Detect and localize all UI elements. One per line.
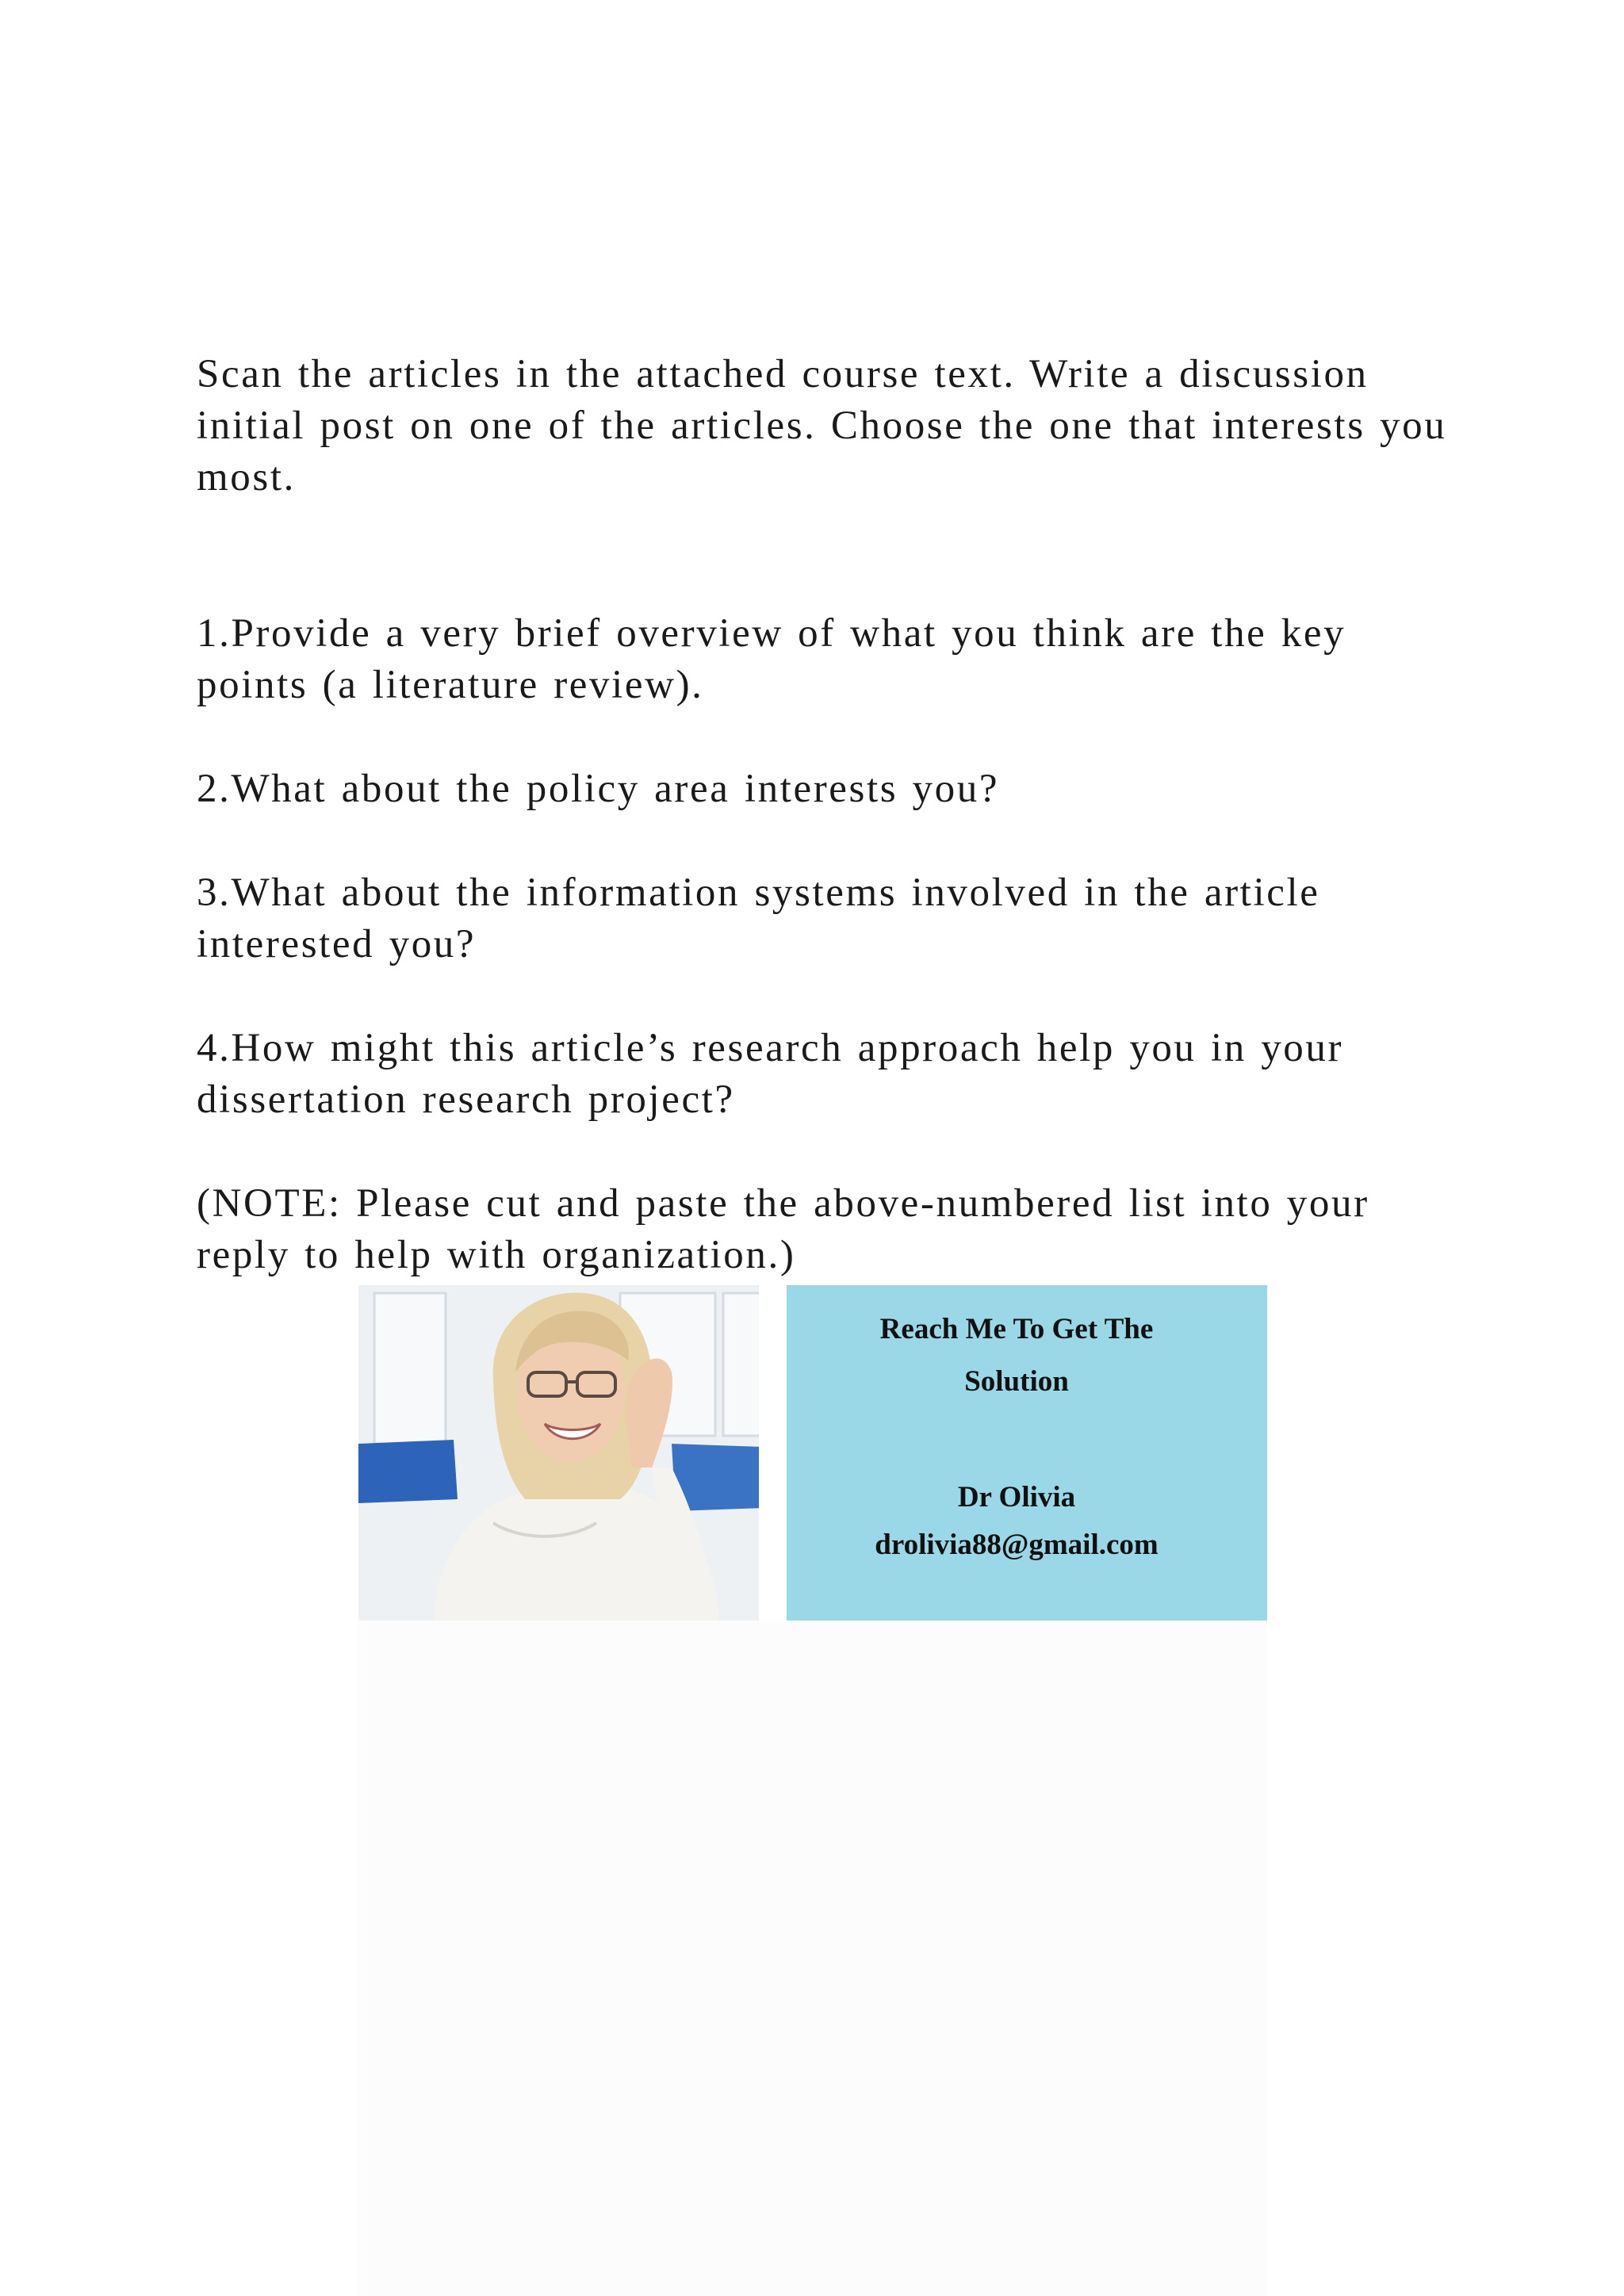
- contact-email: drolivia88@gmail.com: [875, 1529, 1159, 1561]
- headline-line-1: Reach Me To Get The: [879, 1313, 1154, 1345]
- question-2: 2.What about the policy area interests you?: [197, 767, 1000, 811]
- question-1: 1.Provide a very brief overview of what you think are the key points (a literature review).: [197, 611, 1346, 707]
- intro-paragraph: Scan the articles in the attached course text. Write a discussion initial post on one of the articles. Choose the one that interests you most.: [197, 352, 1447, 499]
- question-3: 3.What about the information systems involved in the article interested you?: [197, 871, 1320, 966]
- note-paragraph: (NOTE: Please cut and paste the above-numbered list into your reply to help with organization.): [197, 1181, 1369, 1277]
- headline-line-2: Solution: [964, 1365, 1069, 1398]
- contact-banner: [358, 1285, 1267, 1621]
- blank-area: [358, 1617, 1267, 2296]
- contact-card: [787, 1285, 1267, 1621]
- banner-divider: [759, 1285, 791, 1621]
- tutor-photo: [358, 1285, 787, 1621]
- question-4: 4.How might this article’s research approach help you in your dissertation research project?: [197, 1026, 1344, 1122]
- contact-name: Dr Olivia: [957, 1481, 1076, 1513]
